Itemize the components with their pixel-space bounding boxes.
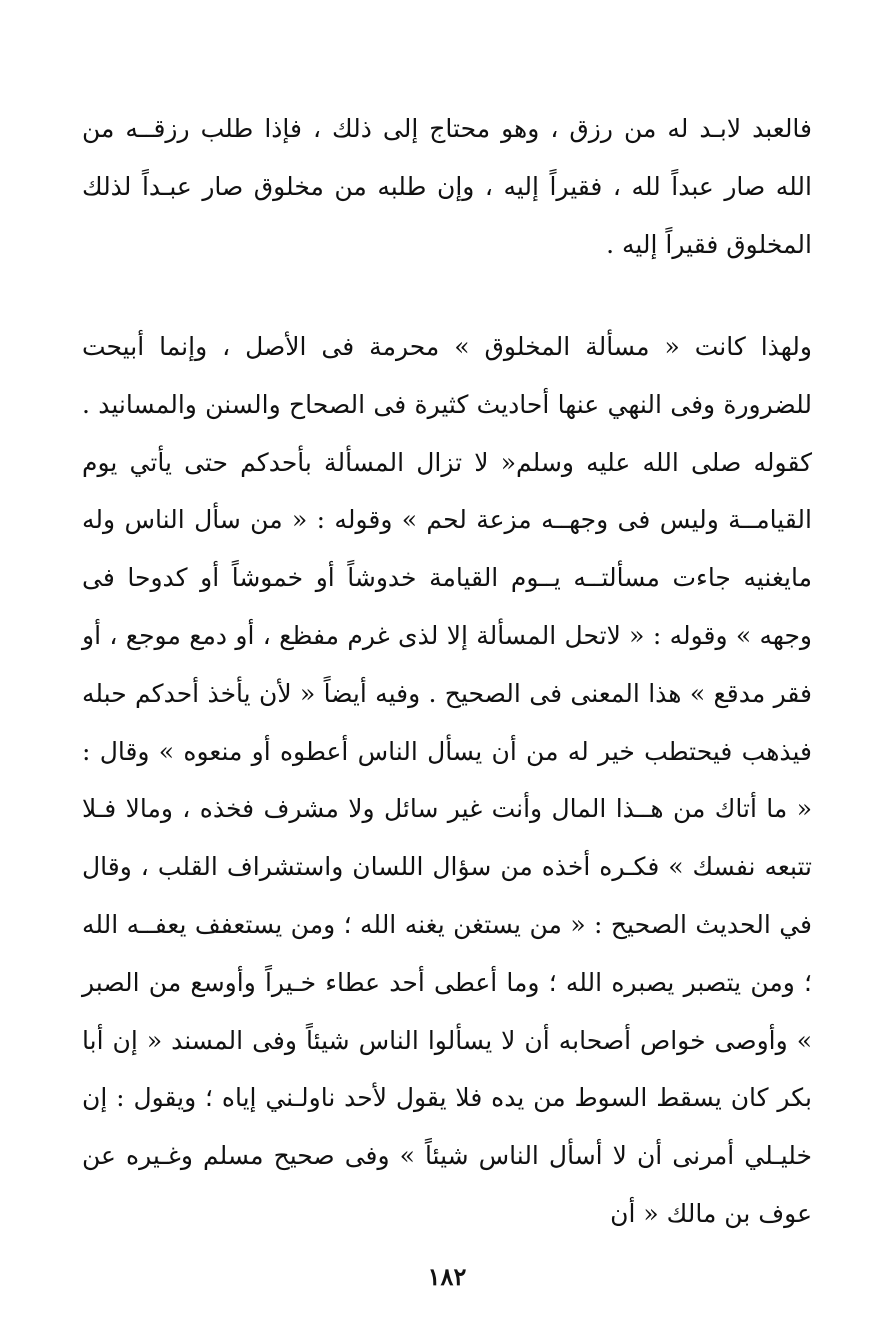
paragraph-1 (82, 100, 812, 273)
page-number: ١٨٢ (427, 1262, 467, 1291)
paragraph-2 (82, 318, 812, 1243)
paragraph-text: فالعبد لابـد له من رزق ، وهو محتاج إلى ذلك ، فإذا طلب رزقــه من الله صار عبداً لله ، فقيراً إليه ، وإن طلبه من مخلوق صار عبـداً لذلك المخلوق فقيراً إليه . (82, 114, 812, 259)
paragraph-text: ولهذا كانت « مسألة المخلوق » محرمة فى الأصل ، وإنما أبيحت للضرورة وفى النهي عنها أحاديث كثيرة فى الصحاح والسنن والمسانيد . كقوله صلى الله عليه وسلم« لا تزال المسألة بأحدكم حتى يأتي يوم القيامــة وليس فى وجهــه مزعة لحم » وقوله : « من سأل الناس وله مايغنيه جاءت مسألتــه يــوم القيامة خدوشاً أو خموشاً أو كدوحا فى وجهه » وقوله : « لاتحل المسألة إلا لذى غرم مفظع ، أو دمع موجع ، أو فقر مدقع » هذا المعنى فى الصحيح . وفيه أيضاً « لأن يأخذ أحدكم حبله فيذهب فيحتطب خير له من أن يسأل الناس أعطوه أو منعوه » وقال : « ما أتاك من هــذا المال وأنت غير سائل ولا مشرف فخذه ، ومالا فـلا تتبعه نفسك » فكـره أخذه من سؤال اللسان واستشراف القلب ، وقال في الحديث الصحيح : « من يستغن يغنه الله ؛ ومن يستعفف يعفــه الله ؛ ومن يتصبر يصبره الله ؛ وما أعطى أحد عطاء خـيراً وأوسع من الصبر » وأوصى خواص أصحابه أن لا يسألوا الناس شيئاً وفى المسند « إن أبا بكر كان يسقط السوط من يده فلا يقول لأحد ناولـني إياه ؛ ويقول : إن خليـلي أمرنى أن لا أسأل الناس شيئاً » وفى صحيح مسلم وغـيره عن عوف بن مالك « أن (82, 332, 812, 1228)
